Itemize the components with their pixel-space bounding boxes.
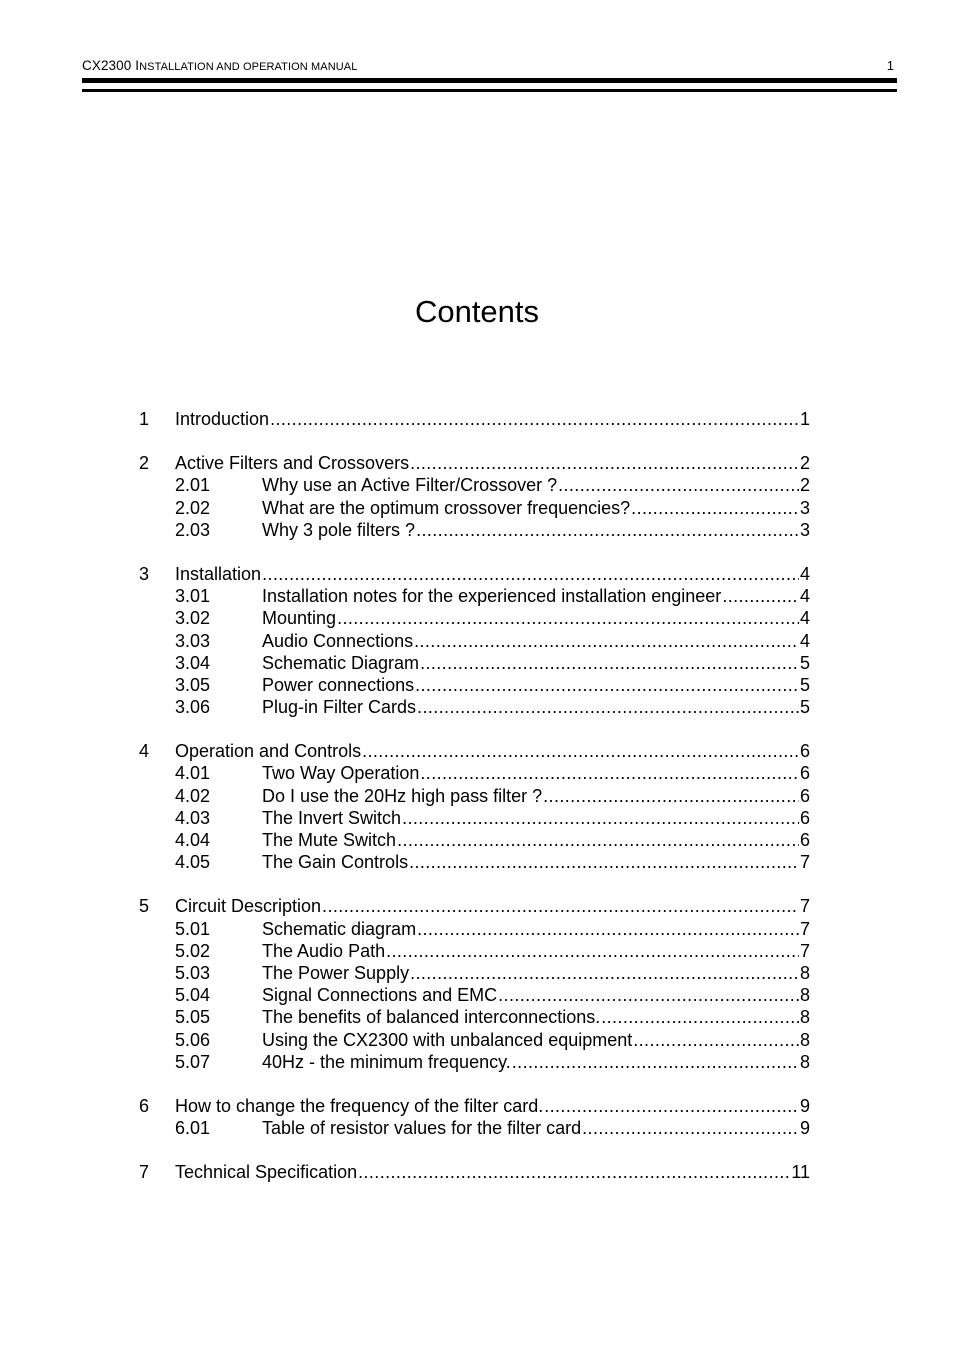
- toc-entry-page: 4: [799, 630, 810, 651]
- toc-entry-page: 3: [799, 519, 810, 540]
- toc-entry-number: 7: [139, 1162, 150, 1183]
- toc-entry[interactable]: [139, 452, 810, 474]
- toc-leader-dots: [498, 984, 799, 1006]
- toc-entry-number: 5.03: [175, 962, 211, 983]
- toc-entry-title: Schematic Diagram: [262, 652, 420, 673]
- toc-entry-title: Plug-in Filter Cards: [262, 697, 417, 718]
- toc-leader-dots: [358, 1161, 790, 1183]
- toc-entry-title: Power connections: [262, 674, 415, 695]
- toc-entry-number: 6.01: [175, 1118, 211, 1139]
- toc-subentry[interactable]: [139, 1006, 810, 1028]
- toc-leader-dots: [582, 1117, 799, 1139]
- toc-entry-title: The Invert Switch: [262, 807, 402, 828]
- toc-entry-number: 4.04: [175, 830, 211, 850]
- toc-leader-dots: [414, 630, 799, 652]
- toc-entry-number: 3.01: [175, 586, 211, 607]
- toc-entry-page: 6: [799, 830, 810, 850]
- toc-entry-title: Schematic diagram: [262, 918, 417, 939]
- toc-entry-title: The Gain Controls: [262, 852, 409, 873]
- toc-entry-page: 8: [799, 1051, 810, 1072]
- toc-leader-dots: [402, 807, 799, 829]
- toc-entry[interactable]: [139, 408, 810, 430]
- toc-leader-dots: [415, 674, 799, 696]
- toc-entry-page: 2: [799, 453, 810, 474]
- toc-subentry[interactable]: [139, 497, 810, 519]
- toc-entry[interactable]: [139, 563, 810, 585]
- toc-entry-page: 9: [799, 1118, 810, 1139]
- toc-entry-number: 5: [139, 896, 150, 917]
- toc-section: [139, 452, 810, 541]
- toc-section: [139, 408, 810, 430]
- toc-entry-title: Two Way Operation: [262, 763, 420, 784]
- toc-entry-title: Installation: [175, 563, 262, 584]
- toc-entry-number: 4.01: [175, 763, 211, 784]
- toc-entry-title: Operation and Controls: [175, 741, 362, 762]
- toc-entry-number: 5.04: [175, 985, 211, 1006]
- page-header: [82, 58, 896, 78]
- toc-subentry[interactable]: [139, 474, 810, 496]
- toc-subentry[interactable]: [139, 674, 810, 696]
- toc-leader-dots: [337, 607, 799, 629]
- page-title: Contents: [414, 294, 540, 329]
- toc-entry-title: The Mute Switch: [262, 830, 397, 850]
- manual-title-rest: NSTALLATION AND OPERATION MANUAL: [139, 61, 358, 73]
- toc-subentry[interactable]: [139, 519, 810, 541]
- toc-subentry[interactable]: [139, 696, 810, 718]
- toc-entry-page: 8: [799, 1007, 810, 1028]
- toc-entry-title: Using the CX2300 with unbalanced equipment: [262, 1029, 633, 1050]
- toc-entry-title: The Audio Path: [262, 940, 386, 961]
- toc-entry-number: 3: [139, 563, 150, 584]
- toc-leader-dots: [543, 785, 799, 807]
- toc-entry-title: Mounting: [262, 608, 337, 629]
- toc-subentry[interactable]: [139, 851, 810, 873]
- toc-entry-page: 4: [799, 608, 810, 629]
- toc-entry-title: Active Filters and Crossovers: [175, 453, 410, 474]
- toc-entry-title: The benefits of balanced interconnections.: [262, 1007, 601, 1028]
- toc-entry-number: 2: [139, 453, 150, 474]
- toc-entry-title: What are the optimum crossover frequencies?: [262, 497, 631, 518]
- toc-entry-number: 3.03: [175, 630, 211, 651]
- toc-subentry[interactable]: [139, 1029, 810, 1051]
- toc-entry[interactable]: [139, 895, 810, 917]
- toc-leader-dots: [512, 1051, 799, 1073]
- toc-leader-dots: [633, 1029, 799, 1051]
- toc-entry-title: Signal Connections and EMC: [262, 985, 498, 1006]
- toc-entry-number: 2.01: [175, 475, 211, 496]
- toc-section: [139, 1161, 810, 1183]
- toc-leader-dots: [722, 585, 799, 607]
- toc-entry-number: 4: [139, 741, 150, 762]
- toc-leader-dots: [386, 940, 799, 962]
- header-rule-thick: [82, 78, 897, 83]
- toc-entry-page: 6: [799, 763, 810, 784]
- toc-leader-dots: [544, 1095, 799, 1117]
- toc-entry-page: 5: [799, 652, 810, 673]
- toc-entry-number: 3.02: [175, 608, 211, 629]
- toc-section: [139, 1095, 810, 1139]
- toc-entry-title: Installation notes for the experienced installation engineer: [262, 586, 722, 607]
- toc-entry-title: 40Hz - the minimum frequency.: [262, 1051, 511, 1072]
- toc-entry-title: Circuit Description: [175, 896, 322, 917]
- toc-leader-dots: [410, 962, 799, 984]
- toc-entry-title: Why 3 pole filters ?: [262, 519, 416, 540]
- toc-entry-title: Technical Specification: [175, 1162, 358, 1183]
- page-number: 1: [886, 58, 894, 73]
- toc-subentry[interactable]: [139, 807, 810, 829]
- manual-title: [82, 58, 357, 73]
- toc-entry-title: The Power Supply: [262, 962, 410, 983]
- toc-entry-page: 6: [799, 807, 810, 828]
- toc-entry-title: Why use an Active Filter/Crossover ?: [262, 475, 558, 496]
- toc-leader-dots: [362, 740, 799, 762]
- toc-leader-dots: [262, 563, 799, 585]
- toc-entry-title: Introduction: [175, 409, 270, 429]
- toc-subentry[interactable]: [139, 918, 810, 940]
- toc-entry-page: 7: [799, 896, 810, 917]
- toc-entry-page: 5: [799, 697, 810, 718]
- toc-entry-page: 6: [799, 785, 810, 806]
- toc-entry-page: 7: [799, 940, 810, 961]
- toc-entry-number: 6: [139, 1095, 150, 1116]
- toc-entry-title: How to change the frequency of the filter card.: [175, 1095, 544, 1116]
- toc-subentry[interactable]: [139, 762, 810, 784]
- toc-leader-dots: [397, 829, 799, 851]
- toc-entry-number: 2.03: [175, 519, 211, 540]
- toc-entry-number: 4.03: [175, 807, 211, 828]
- toc-entry-page: 8: [799, 985, 810, 1006]
- toc-subentry[interactable]: [139, 1051, 810, 1073]
- toc-leader-dots: [409, 851, 799, 873]
- toc-entry-page: 4: [799, 563, 810, 584]
- toc-entry-title: Table of resistor values for the filter card: [262, 1118, 582, 1139]
- toc-leader-dots: [417, 918, 799, 940]
- toc-subentry[interactable]: [139, 1117, 810, 1139]
- header-rule-thin: [82, 89, 897, 92]
- toc-entry-title: Audio Connections: [262, 630, 414, 651]
- toc-leader-dots: [631, 497, 799, 519]
- toc-entry-page: 8: [799, 1029, 810, 1050]
- toc-entry-page: 6: [799, 741, 810, 762]
- toc-subentry[interactable]: [139, 984, 810, 1006]
- toc-entry-number: 3.05: [175, 674, 211, 695]
- toc-section: [139, 563, 810, 718]
- toc-leader-dots: [322, 895, 799, 917]
- toc-leader-dots: [558, 474, 799, 496]
- toc-entry-number: 5.06: [175, 1029, 211, 1050]
- toc-entry[interactable]: [139, 740, 810, 762]
- toc-entry-page: 4: [799, 586, 810, 607]
- toc-entry-number: 5.01: [175, 918, 211, 939]
- toc-leader-dots: [420, 652, 799, 674]
- toc-entry-page: 1: [799, 409, 810, 429]
- toc-entry-number: 3.06: [175, 697, 211, 718]
- toc-entry-page: 7: [799, 852, 810, 873]
- manual-title-lead: CX2300 I: [82, 58, 140, 73]
- toc-entry-number: 1: [139, 409, 150, 429]
- toc-entry-number: 4.05: [175, 852, 211, 873]
- toc-entry-page: 2: [799, 475, 810, 496]
- toc-entry-page: 3: [799, 497, 810, 518]
- toc-entry-number: 5.05: [175, 1007, 211, 1028]
- table-of-contents: [139, 408, 810, 1205]
- toc-entry[interactable]: [139, 1095, 810, 1117]
- toc-subentry[interactable]: [139, 630, 810, 652]
- toc-leader-dots: [420, 762, 799, 784]
- toc-leader-dots: [410, 452, 799, 474]
- toc-leader-dots: [416, 519, 799, 541]
- toc-entry[interactable]: [139, 1161, 810, 1183]
- toc-section: [139, 740, 810, 873]
- toc-entry-number: 5.02: [175, 940, 211, 961]
- toc-entry-page: 5: [799, 674, 810, 695]
- toc-subentry[interactable]: [139, 585, 810, 607]
- toc-leader-dots: [601, 1006, 799, 1028]
- toc-subentry[interactable]: [139, 962, 810, 984]
- toc-entry-number: 2.02: [175, 497, 211, 518]
- toc-entry-number: 3.04: [175, 652, 211, 673]
- toc-section: [139, 895, 810, 1073]
- toc-entry-number: 5.07: [175, 1051, 211, 1072]
- toc-leader-dots: [417, 696, 799, 718]
- toc-leader-dots: [270, 408, 799, 430]
- toc-subentry[interactable]: [139, 652, 810, 674]
- toc-subentry[interactable]: [139, 829, 810, 851]
- toc-subentry[interactable]: [139, 607, 810, 629]
- toc-entry-page: 9: [799, 1095, 810, 1116]
- toc-entry-page: 7: [799, 918, 810, 939]
- toc-entry-number: 4.02: [175, 785, 211, 806]
- toc-subentry[interactable]: [139, 940, 810, 962]
- toc-entry-title: Do I use the 20Hz high pass filter ?: [262, 785, 543, 806]
- toc-entry-page: 8: [799, 962, 810, 983]
- toc-subentry[interactable]: [139, 785, 810, 807]
- toc-entry-page: 11: [791, 1162, 810, 1183]
